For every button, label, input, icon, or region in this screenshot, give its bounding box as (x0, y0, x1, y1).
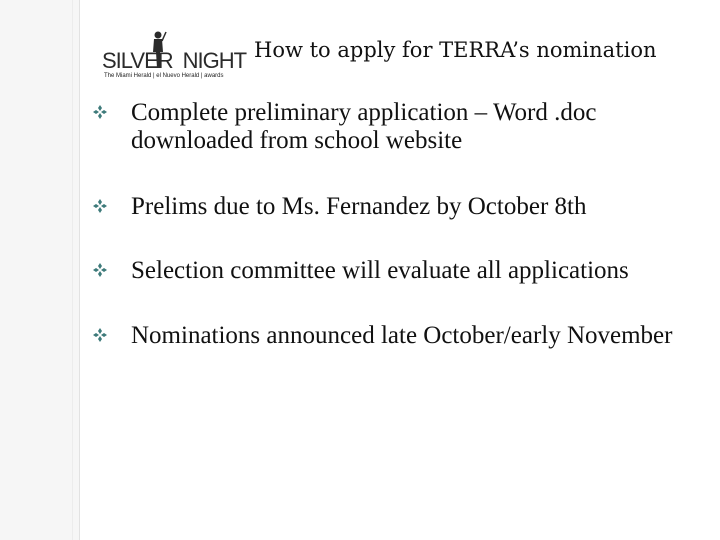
logo-wordmark-right: NIGHT (182, 48, 247, 73)
bullet-item (93, 193, 703, 221)
four-diamond-bullet-icon (93, 322, 131, 347)
bullet-text: Prelims due to Ms. Fernandez by October 8th (131, 193, 587, 220)
bullet-item (93, 99, 703, 155)
bullet-text: Selection committee will evaluate all applications (131, 257, 629, 284)
bullet-item (93, 322, 703, 350)
left-bar-divider (72, 0, 73, 540)
bullet-text: Nominations announced late October/early November (131, 322, 673, 349)
slide-title: How to apply for TERRA’s nomination (254, 38, 657, 62)
four-diamond-bullet-icon (93, 99, 131, 124)
four-diamond-bullet-icon (93, 193, 131, 218)
four-diamond-bullet-icon (93, 257, 131, 282)
bullet-item (93, 257, 703, 285)
bullet-text: Complete preliminary application – Word .doc downloaded from school website (131, 99, 597, 154)
decorative-left-bar (0, 0, 80, 540)
silver-knight-logo (102, 30, 247, 80)
logo-wordmark-left: SILVER (102, 48, 173, 73)
logo-wordmark (102, 48, 246, 74)
logo-sponsor-strip: The Miami Herald | el Nuevo Herald | awards (104, 73, 224, 79)
